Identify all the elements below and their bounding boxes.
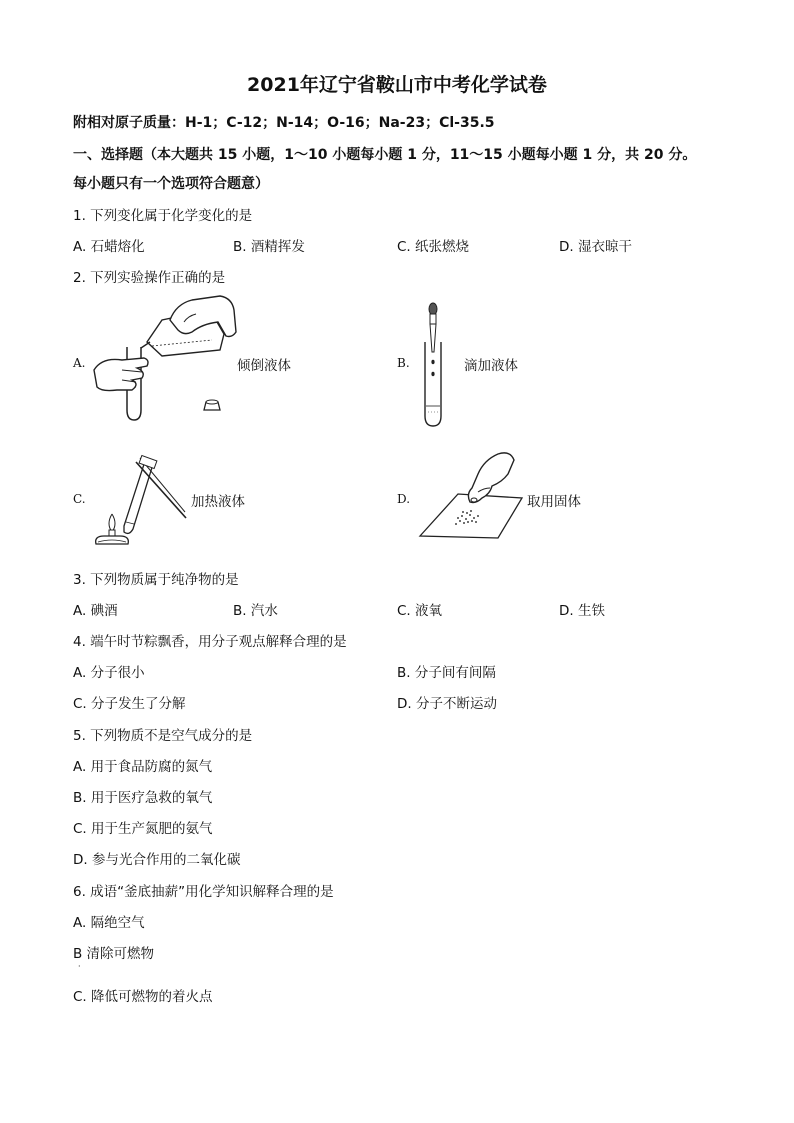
section-heading-line2: 每小题只有一个选项符合题意）: [73, 176, 269, 192]
section-heading-line1: 一、选择题（本大题共 15 小题，1～10 小题每小题 1 分，11～15 小题每小题 1 分，共 20 分。: [73, 147, 697, 163]
figure-b-label: 滴加液体: [464, 358, 518, 374]
question-5-stem: 5. 下列物质不是空气成分的是: [73, 728, 253, 744]
q4-option-d: D. 分子不断运动: [397, 696, 497, 712]
q3-option-a: A. 碘酒: [73, 603, 118, 619]
q6-option-a: A. 隔绝空气: [73, 915, 145, 931]
question-3-stem: 3. 下列物质属于纯净物的是: [73, 572, 239, 588]
q3-option-d: D. 生铁: [559, 603, 605, 619]
figure-c-letter: C.: [73, 492, 86, 506]
q5-option-c: C. 用于生产氮肥的氨气: [73, 821, 213, 837]
q4-option-a: A. 分子很小: [73, 665, 145, 681]
q1-option-d: D. 湿衣晾干: [559, 239, 632, 255]
dropper-figure: [420, 302, 446, 430]
q5-option-a: A. 用于食品防腐的氮气: [73, 759, 213, 775]
q5-option-d: D. 参与光合作用的二氧化碳: [73, 852, 241, 868]
stray-dot: ·: [78, 962, 81, 971]
q4-option-b: B. 分子间有间隔: [397, 665, 496, 681]
figure-c-label: 加热液体: [191, 494, 245, 510]
figure-d-label: 取用固体: [527, 494, 581, 510]
q3-option-c: C. 液氧: [397, 603, 443, 619]
figure-a-label: 倾倒液体: [237, 358, 291, 374]
question-1-stem: 1. 下列变化属于化学变化的是: [73, 208, 253, 224]
exam-title: 2021年辽宁省鞍山市中考化学试卷: [247, 74, 547, 96]
figure-b-letter: B.: [397, 356, 410, 370]
pouring-liquid-figure: [92, 292, 237, 427]
question-4-stem: 4. 端午时节粽飘香，用分子观点解释合理的是: [73, 634, 347, 650]
question-2-stem: 2. 下列实验操作正确的是: [73, 270, 226, 286]
taking-solid-figure: [418, 448, 524, 540]
question-6-stem: 6. 成语“釜底抽薪”用化学知识解释合理的是: [73, 884, 334, 900]
q1-option-b: B. 酒精挥发: [233, 239, 305, 255]
q6-option-c: C. 降低可燃物的着火点: [73, 989, 213, 1005]
figure-d-letter: D.: [397, 492, 411, 506]
q3-option-b: B. 汽水: [233, 603, 278, 619]
figure-a-letter: A.: [73, 356, 86, 370]
atomic-masses: 附相对原子质量：H-1；C-12；N-14；O-16；Na-23；Cl-35.5: [73, 115, 495, 131]
q6-option-b: B 清除可燃物: [73, 946, 155, 962]
q5-option-b: B. 用于医疗急救的氧气: [73, 790, 213, 806]
q1-option-c: C. 纸张燃烧: [397, 239, 470, 255]
q1-option-a: A. 石蜡熔化: [73, 239, 145, 255]
heating-liquid-figure: [88, 452, 188, 548]
q4-option-c: C. 分子发生了分解: [73, 696, 186, 712]
